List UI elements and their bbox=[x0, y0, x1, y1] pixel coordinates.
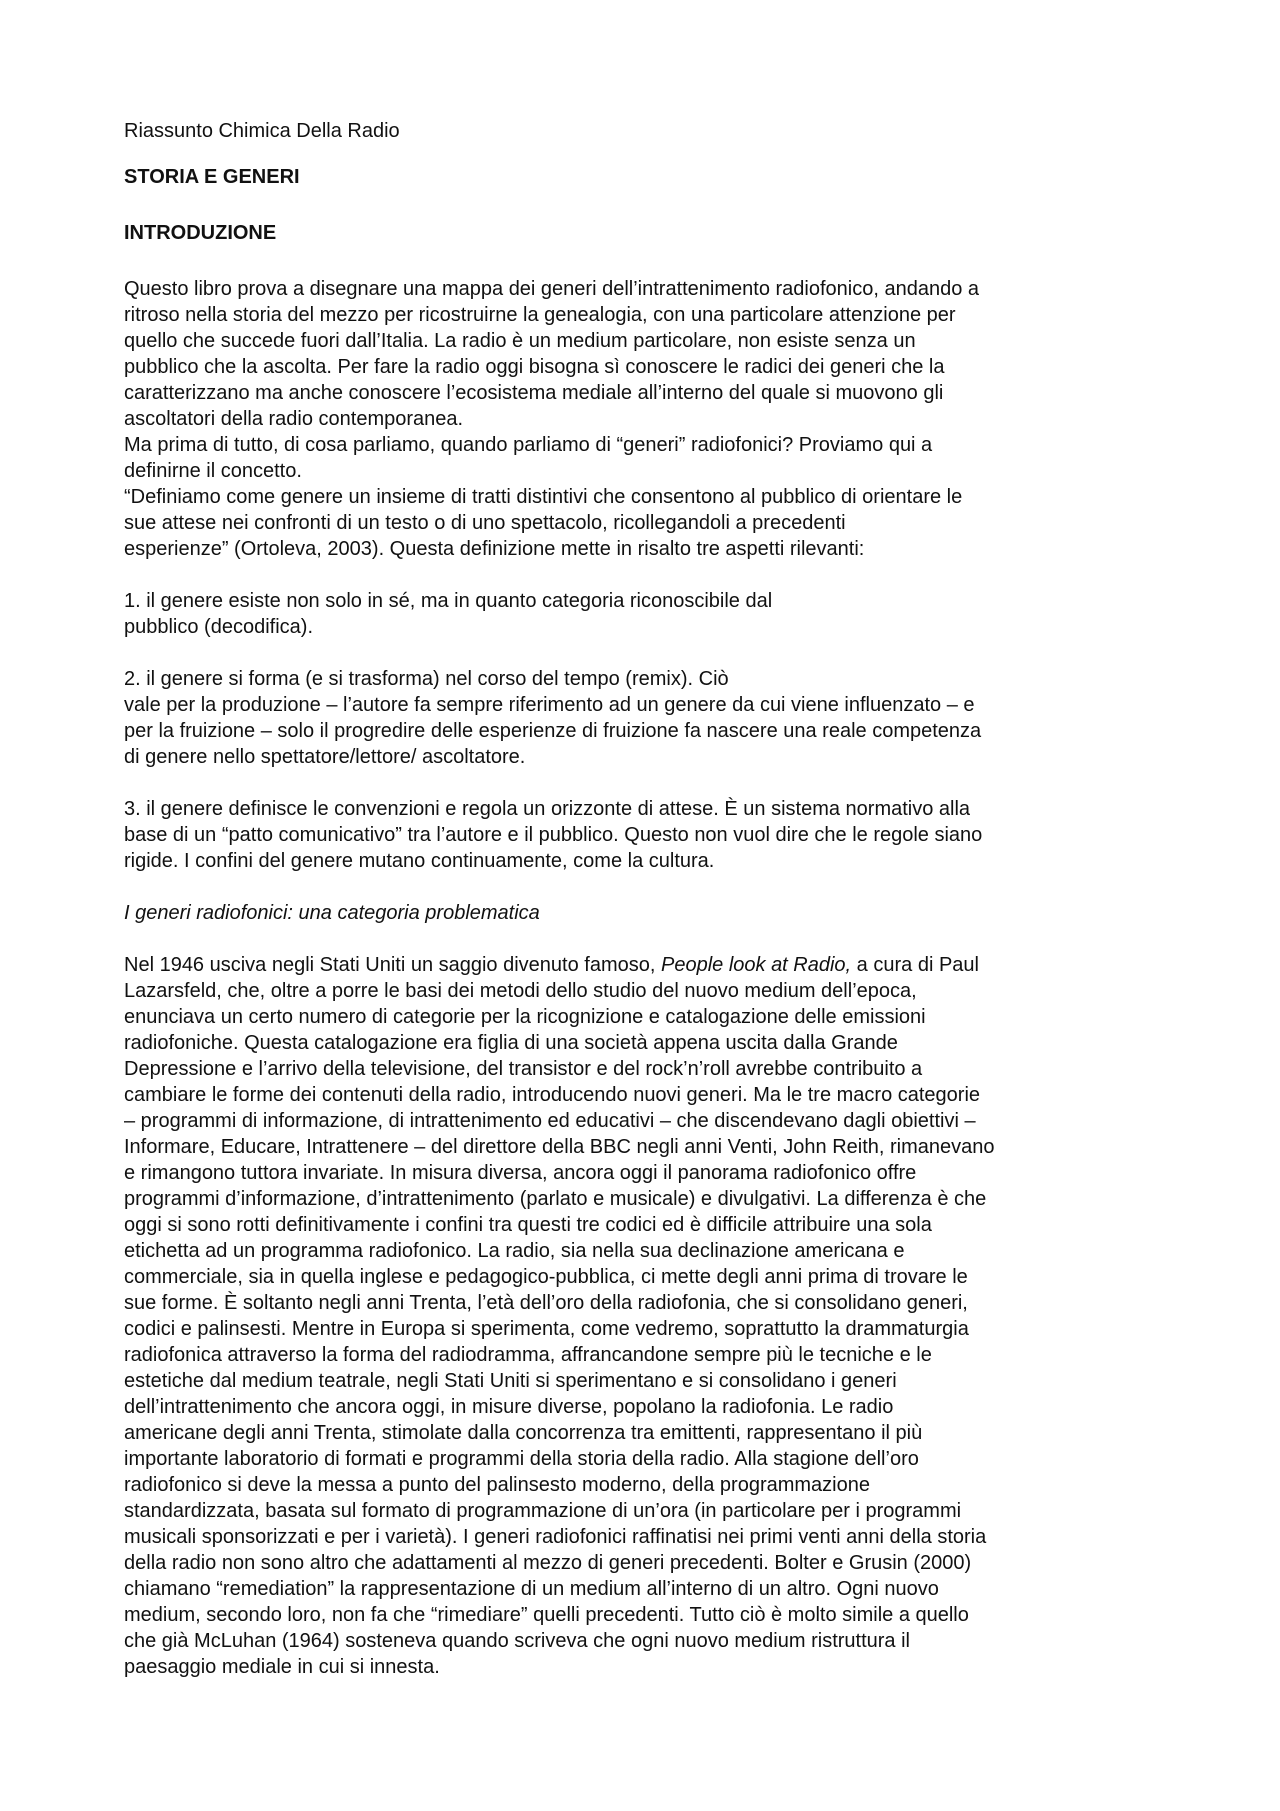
text-line: di genere nello spettatore/lettore/ ascoltatore. bbox=[124, 746, 526, 768]
text-line: paesaggio mediale in cui si innesta. bbox=[124, 1656, 440, 1678]
text-line: cambiare le forme dei contenuti della radio, introducendo nuovi generi. Ma le tre macro categorie bbox=[124, 1084, 981, 1106]
text-line: Informare, Educare, Intrattenere – del direttore della BBC negli anni Venti, John Reith, rimanevano bbox=[124, 1136, 995, 1158]
text-line: estetiche dal medium teatrale, negli Stati Uniti si sperimentano e si consolidano i generi bbox=[124, 1370, 897, 1392]
text-line: radiofoniche. Questa catalogazione era figlia di una società appena uscita dalla Grande bbox=[124, 1032, 898, 1054]
text-line: Depressione e l’arrivo della televisione, del transistor e del rock’n’roll avrebbe contribuito a bbox=[124, 1058, 923, 1080]
intro-paragraph bbox=[124, 276, 1170, 562]
text-line: vale per la produzione – l’autore fa sempre riferimento ad un genere da cui viene influenzato – e bbox=[124, 694, 975, 716]
text-line: radiofonico si deve la messa a punto del palinsesto moderno, della programmazione bbox=[124, 1474, 870, 1496]
text-line: rigide. I confini del genere mutano continuamente, come la cultura. bbox=[124, 850, 715, 872]
text-line: radiofonica attraverso la forma del radiodramma, affrancandone sempre più le tecniche e le bbox=[124, 1344, 932, 1366]
text-line: 3. il genere definisce le convenzioni e regola un orizzonte di attese. È un sistema normativo alla bbox=[124, 798, 971, 820]
text-line: e rimangono tuttora invariate. In misura diversa, ancora oggi il panorama radiofonico offre bbox=[124, 1162, 917, 1184]
text-line: Ma prima di tutto, di cosa parliamo, quando parliamo di “generi” radiofonici? Proviamo qui a bbox=[124, 434, 933, 456]
text-line: sue attese nei confronti di un testo o di uno spettacolo, ricollegandoli a precedenti bbox=[124, 512, 846, 534]
text-line: etichetta ad un programma radiofonico. La radio, sia nella sua declinazione americana e bbox=[124, 1240, 905, 1262]
document-title: Riassunto Chimica Della Radio bbox=[124, 120, 400, 142]
text-line: ritroso nella storia del mezzo per ricostruirne la genealogia, con una particolare attenzione per bbox=[124, 304, 956, 326]
text-line: sue forme. È soltanto negli anni Trenta, l’età dell’oro della radiofonia, che si consolidano generi, bbox=[124, 1292, 968, 1314]
text-line: medium, secondo loro, non fa che “rimediare” quelli precedenti. Tutto ciò è molto simile a quello bbox=[124, 1604, 969, 1626]
text-line: codici e palinsesti. Mentre in Europa si sperimenta, come vedremo, soprattutto la drammaturgia bbox=[124, 1318, 969, 1340]
text-line: – programmi di informazione, di intrattenimento ed educativi – che discendevano dagli obiettivi – bbox=[124, 1110, 976, 1132]
book-title: People look at Radio, bbox=[660, 954, 852, 976]
text-line: base di un “patto comunicativo” tra l’autore e il pubblico. Questo non vuol dire che le regole siano bbox=[124, 824, 983, 846]
section-heading: STORIA E GENERI bbox=[124, 166, 300, 188]
intro-heading: INTRODUZIONE bbox=[124, 222, 277, 244]
text-line: per la fruizione – solo il progredire delle esperienze di fruizione fa nascere una reale competenza bbox=[124, 720, 982, 742]
text-line: 1. il genere esiste non solo in sé, ma in quanto categoria riconoscibile dal bbox=[124, 590, 773, 612]
body-lines bbox=[124, 978, 1170, 1680]
text-line: dell’intrattenimento che ancora oggi, in misure diverse, popolano la radiofonia. Le radio bbox=[124, 1396, 894, 1418]
text-line: esperienze” (Ortoleva, 2003). Questa definizione mette in risalto tre aspetti rilevanti: bbox=[124, 538, 865, 560]
text-line: della radio non sono altro che adattamenti al mezzo di generi precedenti. Bolter e Grusin (2000) bbox=[124, 1552, 972, 1574]
text-line: Questo libro prova a disegnare una mappa dei generi dell’intrattenimento radiofonico, andando a bbox=[124, 278, 980, 300]
point-1 bbox=[124, 588, 1170, 640]
text-line: importante laboratorio di formati e programmi della storia della radio. Alla stagione dell’oro bbox=[124, 1448, 919, 1470]
text-line: commerciale, sia in quella inglese e pedagogico-pubblica, ci mette degli anni prima di trovare le bbox=[124, 1266, 968, 1288]
body-first-line: Nel 1946 usciva negli Stati Uniti un saggio divenuto famoso, People look at Radio, a cura di Paul bbox=[124, 954, 979, 976]
text-line: che già McLuhan (1964) sosteneva quando scriveva che ogni nuovo medium ristruttura il bbox=[124, 1630, 910, 1652]
text-line: enunciava un certo numero di categorie per la ricognizione e catalogazione delle emissioni bbox=[124, 1006, 926, 1028]
text-line: pubblico (decodifica). bbox=[124, 616, 313, 638]
text-line: quello che succede fuori dall’Italia. La radio è un medium particolare, non esiste senza un bbox=[124, 330, 916, 352]
text-line: pubblico che la ascolta. Per fare la radio oggi bisogna sì conoscere le radici dei generi che la bbox=[124, 356, 945, 378]
text-line: ascoltatori della radio contemporanea. bbox=[124, 408, 464, 430]
text-line: Lazarsfeld, che, oltre a porre le basi dei metodi dello studio del nuovo medium dell’epoca, bbox=[124, 980, 917, 1002]
text-line: musicali sponsorizzati e per i varietà). I generi radiofonici raffinatisi nei primi venti anni della storia bbox=[124, 1526, 987, 1548]
text-line: definirne il concetto. bbox=[124, 460, 302, 482]
text-line: americane degli anni Trenta, stimolate dalla concorrenza tra emittenti, rappresentano il più bbox=[124, 1422, 923, 1444]
text-line: 2. il genere si forma (e si trasforma) nel corso del tempo (remix). Ciò bbox=[124, 668, 729, 690]
text-line: “Definiamo come genere un insieme di tratti distintivi che consentono al pubblico di orientare le bbox=[124, 486, 963, 508]
body-paragraph bbox=[124, 952, 1170, 1680]
text-line: caratterizzano ma anche conoscere l’ecosistema mediale all’interno del quale si muovono gli bbox=[124, 382, 944, 404]
text-line: chiamano “remediation” la rappresentazione di un medium all’interno di un altro. Ogni nuovo bbox=[124, 1578, 939, 1600]
text-line: oggi si sono rotti definitivamente i confini tra questi tre codici ed è difficile attribuire una sola bbox=[124, 1214, 932, 1236]
text-line: standardizzata, basata sul formato di programmazione di un’ora (in particolare per i programmi bbox=[124, 1500, 962, 1522]
subheading: I generi radiofonici: una categoria problematica bbox=[124, 902, 540, 924]
point-3 bbox=[124, 796, 1170, 874]
text-line: programmi d’informazione, d’intrattenimento (parlato e musicale) e divulgativi. La differenza è che bbox=[124, 1188, 987, 1210]
point-2 bbox=[124, 666, 1170, 770]
